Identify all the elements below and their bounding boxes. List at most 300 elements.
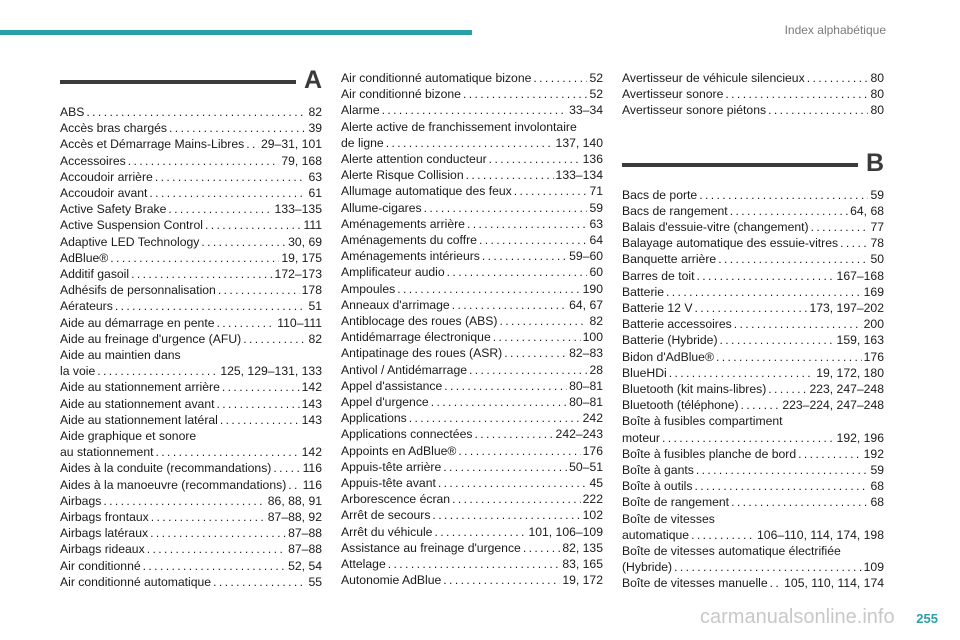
index-entry-pages: 78 — [870, 236, 884, 251]
index-entry-pages: 33–34 — [569, 103, 603, 118]
index-entry — [341, 491, 603, 507]
index-entry-term: Aides à la conduite (recommandations) — [60, 461, 272, 476]
index-entry-pages: 19, 172, 180 — [816, 365, 884, 380]
index-entry — [622, 365, 884, 381]
index-entry-term: Antipatinage des roues (ASR) — [341, 346, 503, 361]
leader-dots — [504, 345, 567, 361]
index-entry-term: Aménagements arrière — [341, 216, 465, 231]
index-entry-line: Aide au maintien dans — [60, 348, 181, 363]
index-entry-term: Alarme — [341, 103, 380, 118]
index-entry-term: BlueHDi — [622, 365, 667, 380]
index-entry-term: Air conditionné bizone — [341, 87, 461, 102]
leader-dots — [463, 86, 588, 102]
index-entry-pages: 82 — [308, 105, 322, 119]
index-entry-term: Active Safety Brake — [60, 202, 167, 217]
index-entry — [622, 251, 884, 267]
index-entry-term: Aide au stationnement latéral — [60, 412, 218, 427]
index-entry-term: au stationnement — [60, 445, 154, 460]
index-entry-term: AdBlue® — [60, 250, 109, 265]
leader-dots — [424, 200, 588, 216]
index-entry — [341, 183, 603, 199]
index-entry — [622, 575, 884, 591]
index-entry-pages: 101, 106–109 — [528, 524, 603, 539]
leader-dots — [691, 527, 755, 543]
index-entry — [622, 268, 884, 284]
index-entry-term: Aides à la manoeuvre (recommandations) — [60, 477, 287, 492]
index-entry-term: Boîte à outils — [622, 479, 693, 494]
index-entry-pages: 133–134 — [555, 168, 603, 183]
index-entry — [60, 493, 322, 509]
leader-dots — [216, 396, 299, 412]
index-entry-line: Boîte de vitesses automatique électrifiée — [622, 544, 841, 559]
index-entry — [60, 282, 322, 298]
index-entry — [341, 378, 603, 394]
leader-dots — [720, 332, 835, 348]
index-entry-term: Amplificateur audio — [341, 265, 445, 280]
section-rule — [622, 163, 858, 167]
index-entry — [60, 558, 322, 574]
index-entry-pages: 55 — [308, 574, 322, 589]
leader-dots — [431, 394, 567, 410]
leader-dots — [447, 264, 588, 280]
index-entry-pages: 80 — [870, 87, 884, 102]
index-entry-term: Air conditionné automatique bizone — [341, 71, 532, 85]
index-entry-pages: 87–88 — [288, 526, 322, 541]
leader-dots — [169, 120, 306, 136]
leader-dots — [533, 70, 587, 86]
index-entry-term: Avertisseur sonore piétons — [622, 103, 767, 118]
section-header-b — [622, 148, 884, 183]
index-entry-pages: 68 — [870, 495, 884, 510]
index-entry — [622, 559, 884, 575]
leader-dots — [770, 575, 783, 591]
index-entry — [341, 264, 603, 280]
index-entry-pages: 200 — [863, 317, 884, 332]
index-entry-line: Alerte active de franchissement involontaire — [341, 119, 577, 134]
index-entry-pages: 109 — [863, 560, 884, 575]
index-entry — [60, 412, 322, 428]
index-entry-term: Antiblocage des roues (ABS) — [341, 314, 498, 329]
index-entry-term: Avertisseur sonore — [622, 87, 724, 102]
index-entry — [622, 316, 884, 332]
entry-list-col3-a — [622, 70, 884, 119]
leader-dots — [409, 410, 581, 426]
index-entry-term: Appuis-tête avant — [341, 476, 436, 491]
index-entry-pages: 51 — [308, 299, 322, 314]
index-entry-term: Attelage — [341, 557, 386, 572]
index-entry-term: Aide au démarrage en pente — [60, 315, 215, 330]
index-entry — [341, 232, 603, 248]
leader-dots — [386, 135, 554, 151]
index-entry-term: Alerte attention conducteur — [341, 152, 487, 167]
index-entry-term: Arrêt du véhicule — [341, 524, 433, 539]
index-entry — [622, 397, 884, 413]
index-entry-pages: 50 — [870, 252, 884, 267]
index-entry-pages: 173, 197–202 — [809, 301, 884, 316]
index-entry — [60, 444, 322, 460]
leader-dots — [666, 284, 862, 300]
index-entry-term: Appuis-tête arrière — [341, 459, 442, 474]
entry-list-col3-b — [622, 187, 884, 592]
index-entry-pages: 80–81 — [569, 378, 603, 393]
index-entry-pages: 82–83 — [569, 346, 603, 361]
index-entry — [60, 250, 322, 266]
index-entry — [341, 200, 603, 216]
index-entry-pages: 136 — [582, 152, 603, 167]
leader-dots — [156, 444, 300, 460]
index-entry — [341, 216, 603, 232]
index-entry — [622, 235, 884, 251]
index-entry — [341, 459, 603, 475]
leader-dots — [662, 430, 835, 446]
index-entry-pages: 116 — [302, 461, 322, 476]
index-entry-pages: 167–168 — [836, 268, 884, 283]
index-entry-pages: 82, 135 — [562, 540, 603, 555]
index-entry — [341, 86, 603, 102]
leader-dots — [734, 316, 862, 332]
index-entry — [341, 507, 603, 523]
index-entry — [60, 509, 322, 525]
index-entry-pages: 61 — [308, 186, 322, 201]
index-entry — [60, 169, 322, 185]
index-entry-line: Boîte à fusibles compartiment — [622, 414, 783, 429]
index-entry-term: Balayage automatique des essuie-vitres — [622, 236, 839, 251]
index-entry-pages: 64, 67 — [569, 297, 603, 312]
index-entry-term: Appel d'assistance — [341, 378, 443, 393]
index-entry — [60, 298, 322, 314]
leader-dots — [432, 507, 580, 523]
index-entry — [622, 430, 884, 446]
index-entry-term: Boîte de vitesses manuelle — [622, 576, 768, 591]
index-entry-term: Batterie — [622, 284, 665, 299]
index-entry-pages: 143 — [301, 396, 322, 411]
index-entry-term: Batterie 12 V — [622, 301, 693, 316]
index-entry-pages: 71 — [589, 184, 603, 199]
leader-dots — [128, 153, 280, 169]
index-entry-term: automatique — [622, 527, 690, 542]
index-entry-pages: 106–110, 114, 174, 198 — [757, 527, 884, 542]
index-entry-pages: 116 — [302, 477, 322, 492]
index-entry-pages: 64, 68 — [850, 203, 884, 218]
index-entry-pages: 169 — [863, 284, 884, 299]
section-header-a — [60, 66, 322, 100]
leader-dots — [840, 235, 868, 251]
leader-dots — [741, 397, 781, 413]
index-entry — [622, 478, 884, 494]
index-entry-term: Arborescence écran — [341, 492, 451, 507]
leader-dots — [452, 491, 581, 507]
index-entry-term: Aide au stationnement arrière — [60, 380, 220, 395]
index-entry-pages: 59–60 — [569, 249, 603, 264]
index-entry — [60, 525, 322, 541]
index-entry-term: la voie — [60, 364, 96, 379]
index-entry-pages: 19, 175 — [281, 250, 322, 265]
index-entry — [60, 363, 322, 379]
index-entry-term: moteur — [622, 430, 660, 445]
index-entry-term: Bidon d'AdBlue® — [622, 349, 714, 364]
leader-dots — [731, 494, 868, 510]
index-entry-pages: 87–88, 92 — [267, 510, 322, 525]
index-entry — [622, 300, 884, 316]
index-entry-pages: 242 — [582, 411, 603, 426]
entry-list-col2 — [341, 70, 603, 589]
index-entry-term: Anneaux d'arrimage — [341, 297, 450, 312]
index-entry-term: Aménagements intérieurs — [341, 249, 480, 264]
leader-dots — [443, 459, 567, 475]
index-entry-term: Applications connectées — [341, 427, 473, 442]
index-entry-term: Assistance au freinage d'urgence — [341, 540, 521, 555]
index-entry-pages: 52 — [589, 71, 603, 85]
index-column-1 — [60, 66, 322, 590]
index-entry-term: (Hybride) — [622, 560, 673, 575]
index-entry-term: Active Suspension Control — [60, 218, 203, 233]
header-accent-bar — [0, 30, 472, 35]
leader-dots — [149, 185, 306, 201]
index-entry-pages: 87–88 — [288, 542, 322, 557]
index-entry — [60, 541, 322, 557]
index-entry — [60, 153, 322, 169]
index-entry-term: Alerte Risque Collision — [341, 168, 464, 183]
leader-dots — [151, 509, 266, 525]
index-entry — [341, 475, 603, 491]
index-entry-pages: 105, 110, 114, 174 — [784, 576, 884, 591]
index-entry-pages: 133–135 — [274, 202, 322, 217]
leader-dots — [696, 462, 869, 478]
index-entry-pages: 176 — [863, 349, 884, 364]
index-entry-pages: 39 — [308, 121, 322, 136]
index-entry-term: Bluetooth (kit mains-libres) — [622, 382, 767, 397]
index-entry-pages: 111 — [303, 218, 322, 233]
index-entry-pages: 86, 88, 91 — [267, 493, 322, 508]
index-entry — [341, 70, 603, 86]
index-entry-term: Aide au freinage d'urgence (AFU) — [60, 331, 242, 346]
index-entry-term: Airbags latéraux — [60, 526, 149, 541]
leader-dots — [444, 378, 567, 394]
index-entry — [60, 266, 322, 282]
index-entry-pages: 159, 163 — [836, 333, 884, 348]
leader-dots — [205, 217, 302, 233]
index-entry-pages: 242–243 — [555, 427, 603, 442]
leader-dots — [669, 365, 815, 381]
index-entry-term: Allume-cigares — [341, 200, 422, 215]
index-entry — [341, 102, 603, 118]
index-entry-term: Ampoules — [341, 281, 396, 296]
index-entry-term: Avertisseur de véhicule silencieux — [622, 71, 805, 85]
index-entry — [60, 185, 322, 201]
index-entry — [341, 410, 603, 426]
index-entry-pages: 143 — [301, 412, 322, 427]
leader-dots — [452, 297, 567, 313]
index-entry — [60, 136, 322, 152]
leader-dots — [217, 315, 276, 331]
leader-dots — [434, 524, 526, 540]
index-entry — [60, 331, 322, 347]
leader-dots — [811, 219, 869, 235]
index-column-2 — [341, 70, 603, 589]
index-entry-pages: 178 — [301, 283, 322, 298]
watermark: carmanualsonline.info — [700, 606, 895, 628]
index-entry — [622, 86, 884, 102]
index-entry-pages: 77 — [870, 220, 884, 235]
index-entry-term: Balais d'essuie-vitre (changement) — [622, 220, 809, 235]
leader-dots — [725, 86, 868, 102]
index-entry-term: Adhésifs de personnalisation — [60, 283, 216, 298]
index-entry — [60, 379, 322, 395]
index-entry-pages: 110–111 — [277, 315, 322, 330]
index-entry — [341, 426, 603, 442]
leader-dots — [243, 331, 306, 347]
index-entry-pages: 192 — [863, 446, 884, 461]
index-entry-term: Boîte à fusibles planche de bord — [622, 446, 797, 461]
index-entry — [60, 315, 322, 331]
index-entry-term: Airbags frontaux — [60, 510, 149, 525]
index-entry-term: Antidémarrage électronique — [341, 330, 491, 345]
index-entry-term: Allumage automatique des feux — [341, 184, 512, 199]
leader-dots — [482, 248, 567, 264]
index-entry-line: Aide graphique et sonore — [60, 429, 197, 444]
index-entry — [341, 151, 603, 167]
index-entry-term: Additif gasoil — [60, 267, 130, 282]
index-entry — [341, 345, 603, 361]
leader-dots — [382, 102, 568, 118]
index-entry-pages: 125, 129–131, 133 — [220, 364, 322, 379]
index-entry-pages: 79, 168 — [281, 153, 322, 168]
index-entry-term: Accès et Démarrage Mains-Libres — [60, 137, 245, 152]
index-entry-pages: 192, 196 — [836, 430, 884, 445]
index-entry-pages: 137, 140 — [555, 135, 603, 150]
index-entry-term: Banquette arrière — [622, 252, 717, 267]
section-rule — [60, 80, 296, 84]
leader-dots — [716, 349, 862, 365]
index-entry-pages: 222 — [582, 492, 603, 507]
index-entry-pages: 190 — [582, 281, 603, 296]
index-entry-term: Accoudoir avant — [60, 186, 148, 201]
index-entry-pages: 142 — [301, 380, 322, 395]
index-entry-pages: 19, 172 — [562, 573, 603, 588]
index-entry — [341, 540, 603, 556]
index-entry — [341, 443, 603, 459]
leader-dots — [768, 381, 807, 397]
index-entry — [341, 572, 603, 588]
index-entry — [622, 462, 884, 478]
index-entry-pages: 45 — [589, 476, 603, 491]
index-entry — [622, 349, 884, 365]
index-entry — [341, 394, 603, 410]
index-entry — [622, 203, 884, 219]
section-letter-b: B — [865, 148, 884, 177]
leader-dots — [388, 556, 561, 572]
index-entry — [60, 574, 322, 590]
leader-dots — [768, 102, 868, 118]
index-entry — [60, 120, 322, 136]
leader-dots — [273, 460, 300, 476]
index-entry — [341, 167, 603, 183]
index-entry-term: Adaptive LED Technology — [60, 234, 200, 249]
index-entry-term: Bluetooth (téléphone) — [622, 398, 739, 413]
page-number: 255 — [916, 611, 938, 626]
index-entry-pages: 176 — [582, 443, 603, 458]
index-entry — [622, 527, 884, 543]
leader-dots — [246, 136, 259, 152]
index-entry-term: Aménagements du coffre — [341, 233, 477, 248]
leader-dots — [397, 281, 580, 297]
leader-dots — [458, 443, 580, 459]
leader-dots — [168, 201, 272, 217]
index-column-3 — [622, 70, 884, 592]
leader-dots — [474, 426, 553, 442]
leader-dots — [674, 559, 862, 575]
index-entry-line: Boîte de vitesses — [622, 511, 715, 526]
index-entry — [60, 477, 322, 493]
index-entry — [341, 313, 603, 329]
index-entry-term: Antivol / Antidémarrage — [341, 362, 468, 377]
index-entry-pages: 100 — [582, 330, 603, 345]
index-entry-pages: 102 — [582, 508, 603, 523]
index-entry-pages: 30, 69 — [288, 234, 322, 249]
index-entry-pages: 223–224, 247–248 — [782, 398, 884, 413]
leader-dots — [718, 251, 868, 267]
leader-dots — [147, 541, 286, 557]
index-entry-term: Airbags rideaux — [60, 542, 145, 557]
index-entry-pages: 28 — [589, 362, 603, 377]
leader-dots — [131, 266, 272, 282]
index-entry — [622, 446, 884, 462]
leader-dots — [479, 232, 587, 248]
index-entry — [622, 381, 884, 397]
index-entry-pages: 52, 54 — [288, 558, 322, 573]
leader-dots — [103, 493, 265, 509]
index-entry-term: Aérateurs — [60, 299, 113, 314]
index-entry-term: Applications — [341, 411, 407, 426]
index-entry-pages: 64 — [589, 233, 603, 248]
index-entry-pages: 60 — [589, 265, 603, 280]
index-entry — [622, 219, 884, 235]
index-entry-pages: 59 — [589, 200, 603, 215]
leader-dots — [469, 362, 587, 378]
index-entry-term: Air conditionné automatique — [60, 574, 212, 589]
leader-dots — [155, 169, 307, 185]
leader-dots — [222, 379, 300, 395]
leader-dots — [467, 216, 587, 232]
index-entry-term: Bacs de porte — [622, 187, 698, 202]
index-entry-pages: 82 — [308, 331, 322, 346]
leader-dots — [110, 250, 279, 266]
index-entry-term: Boîte à gants — [622, 463, 694, 478]
leader-dots — [86, 104, 306, 120]
index-entry-term: Arrêt de secours — [341, 508, 431, 523]
index-entry — [341, 329, 603, 345]
index-entry-pages: 50–51 — [569, 459, 603, 474]
index-entry — [341, 135, 603, 151]
leader-dots — [201, 234, 286, 250]
index-entry — [622, 494, 884, 510]
leader-dots — [466, 167, 554, 183]
index-entry-term: Accoudoir arrière — [60, 169, 153, 184]
index-entry-term: de ligne — [341, 135, 384, 150]
leader-dots — [97, 363, 218, 379]
index-entry-term: Batterie (Hybride) — [622, 333, 718, 348]
index-entry — [622, 70, 884, 86]
section-letter-a: A — [303, 66, 322, 94]
index-entry-pages: 172–173 — [274, 267, 322, 282]
leader-dots — [150, 525, 286, 541]
leader-dots — [807, 70, 869, 86]
leader-dots — [694, 300, 807, 316]
index-entry — [622, 284, 884, 300]
index-entry-pages: 52 — [589, 87, 603, 102]
leader-dots — [523, 540, 560, 556]
index-entry-term: Appoints en AdBlue® — [341, 443, 457, 458]
